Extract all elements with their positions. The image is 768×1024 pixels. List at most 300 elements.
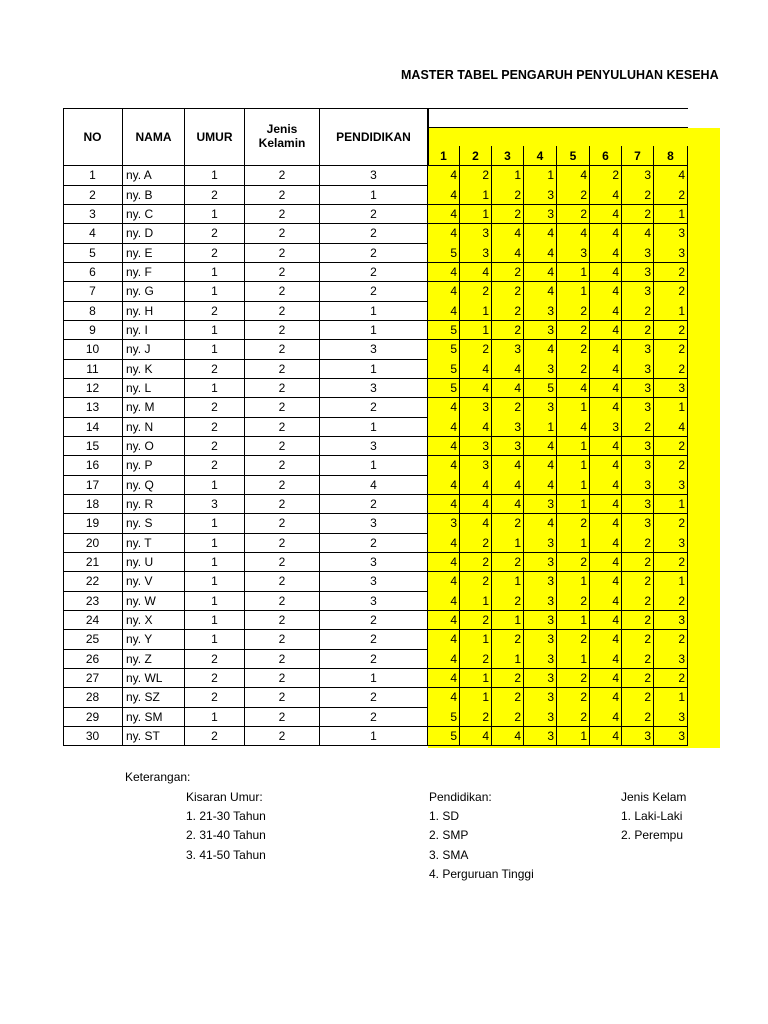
question-number-header: 4: [524, 146, 557, 166]
row-question-score: 1: [460, 591, 492, 611]
row-question-score: 4: [590, 572, 622, 592]
row-question-score: 1: [460, 688, 492, 708]
row-question-score: 4: [524, 475, 557, 495]
row-question-score: 2: [460, 611, 492, 631]
row-question-score: 4: [492, 727, 524, 747]
row-question-score: 4: [460, 475, 492, 495]
row-pendidikan: 2: [320, 263, 428, 283]
row-no: 9: [63, 321, 123, 341]
row-no: 15: [63, 437, 123, 457]
row-jenis-kelamin: 2: [245, 224, 320, 244]
table-title: MASTER TABEL PENGARUH PENYULUHAN KESEHA: [401, 68, 719, 82]
row-no: 13: [63, 398, 123, 418]
row-jenis-kelamin: 2: [245, 379, 320, 399]
legend-pendidikan-item: 3. SMA: [429, 848, 469, 862]
row-question-score: 3: [492, 340, 524, 360]
row-question-score: 3: [654, 379, 688, 399]
row-pendidikan: 2: [320, 205, 428, 225]
row-pendidikan: 2: [320, 649, 428, 669]
row-question-score: 4: [492, 379, 524, 399]
row-question-score: 4: [590, 591, 622, 611]
row-question-score: 2: [622, 707, 654, 727]
row-question-score: 1: [460, 669, 492, 689]
row-question-score: 5: [428, 321, 460, 341]
row-question-score: 1: [460, 321, 492, 341]
row-question-score: 3: [460, 398, 492, 418]
row-question-score: 1: [654, 572, 688, 592]
row-question-score: 2: [654, 185, 688, 205]
row-no: 16: [63, 456, 123, 476]
row-question-score: 4: [428, 475, 460, 495]
header-nama: NAMA: [123, 108, 185, 166]
row-no: 4: [63, 224, 123, 244]
row-no: 8: [63, 301, 123, 321]
row-jenis-kelamin: 2: [245, 611, 320, 631]
row-pendidikan: 2: [320, 398, 428, 418]
row-question-score: 2: [557, 301, 590, 321]
row-question-score: 1: [460, 205, 492, 225]
row-umur: 1: [185, 340, 245, 360]
row-pendidikan: 3: [320, 166, 428, 186]
row-pendidikan: 3: [320, 591, 428, 611]
row-nama: ny. H: [123, 301, 185, 321]
row-question-score: 2: [460, 572, 492, 592]
row-question-score: 1: [492, 166, 524, 186]
row-question-score: 3: [622, 340, 654, 360]
row-jenis-kelamin: 2: [245, 572, 320, 592]
row-no: 17: [63, 475, 123, 495]
row-question-score: 2: [460, 533, 492, 553]
row-question-score: 4: [654, 166, 688, 186]
row-question-score: 2: [622, 553, 654, 573]
row-nama: ny. N: [123, 417, 185, 437]
row-jenis-kelamin: 2: [245, 514, 320, 534]
row-question-score: 2: [557, 591, 590, 611]
row-question-score: 2: [557, 553, 590, 573]
row-question-score: 5: [428, 727, 460, 747]
row-question-score: 4: [428, 553, 460, 573]
row-question-score: 2: [557, 707, 590, 727]
row-question-score: 3: [524, 359, 557, 379]
row-umur: 1: [185, 572, 245, 592]
row-pendidikan: 2: [320, 243, 428, 263]
row-nama: ny. A: [123, 166, 185, 186]
row-question-score: 2: [622, 649, 654, 669]
row-question-score: 2: [557, 340, 590, 360]
row-question-score: 3: [654, 243, 688, 263]
row-question-score: 4: [460, 359, 492, 379]
row-question-score: 2: [557, 688, 590, 708]
row-pendidikan: 2: [320, 495, 428, 515]
row-pendidikan: 1: [320, 301, 428, 321]
row-question-score: 3: [654, 727, 688, 747]
row-question-score: 2: [622, 417, 654, 437]
row-question-score: 2: [460, 649, 492, 669]
row-question-score: 5: [524, 379, 557, 399]
row-question-score: 4: [428, 669, 460, 689]
row-question-score: 1: [460, 185, 492, 205]
row-question-score: 4: [557, 417, 590, 437]
row-jenis-kelamin: 2: [245, 417, 320, 437]
row-umur: 2: [185, 224, 245, 244]
row-question-score: 3: [654, 224, 688, 244]
row-question-score: 1: [557, 456, 590, 476]
legend-jenis-kelamin-title: Jenis Kelam: [621, 790, 687, 804]
row-question-score: 2: [460, 282, 492, 302]
row-no: 6: [63, 263, 123, 283]
row-pendidikan: 2: [320, 533, 428, 553]
row-question-score: 4: [590, 553, 622, 573]
row-question-score: 3: [524, 572, 557, 592]
row-no: 1: [63, 166, 123, 186]
row-question-score: 4: [428, 398, 460, 418]
row-question-score: 2: [654, 456, 688, 476]
legend-umur-item: 1. 21-30 Tahun: [186, 809, 266, 823]
row-question-score: 4: [428, 533, 460, 553]
question-number-header: 6: [590, 146, 622, 166]
row-question-score: 1: [557, 727, 590, 747]
row-jenis-kelamin: 2: [245, 456, 320, 476]
row-pendidikan: 3: [320, 553, 428, 573]
row-question-score: 4: [492, 495, 524, 515]
row-question-score: 3: [622, 398, 654, 418]
row-question-score: 4: [428, 205, 460, 225]
row-umur: 1: [185, 553, 245, 573]
row-question-score: 4: [492, 224, 524, 244]
row-question-score: 2: [557, 359, 590, 379]
row-question-score: 3: [524, 553, 557, 573]
row-jenis-kelamin: 2: [245, 707, 320, 727]
row-nama: ny. F: [123, 263, 185, 283]
row-question-score: 4: [428, 301, 460, 321]
row-question-score: 2: [654, 282, 688, 302]
row-question-score: 4: [590, 379, 622, 399]
row-question-score: 4: [428, 437, 460, 457]
row-jenis-kelamin: 2: [245, 649, 320, 669]
row-pendidikan: 2: [320, 611, 428, 631]
row-no: 12: [63, 379, 123, 399]
row-question-score: 2: [622, 185, 654, 205]
row-question-score: 2: [654, 437, 688, 457]
row-pendidikan: 1: [320, 321, 428, 341]
row-question-score: 1: [557, 398, 590, 418]
row-question-score: 1: [557, 495, 590, 515]
row-question-score: 2: [622, 669, 654, 689]
legend-jenis-kelamin-item: 2. Perempu: [621, 828, 684, 842]
row-question-score: 3: [524, 727, 557, 747]
row-question-score: 2: [492, 282, 524, 302]
row-question-score: 4: [557, 166, 590, 186]
row-question-score: 2: [492, 301, 524, 321]
row-question-score: 2: [460, 166, 492, 186]
question-number-header: 1: [428, 146, 460, 166]
row-question-score: 3: [492, 437, 524, 457]
row-question-score: 2: [557, 514, 590, 534]
row-jenis-kelamin: 2: [245, 166, 320, 186]
row-question-score: 4: [524, 263, 557, 283]
row-question-score: 3: [654, 533, 688, 553]
row-question-score: 4: [590, 301, 622, 321]
row-question-score: 1: [492, 649, 524, 669]
row-question-score: 4: [590, 514, 622, 534]
row-question-score: 3: [460, 456, 492, 476]
row-question-score: 2: [557, 321, 590, 341]
row-nama: ny. V: [123, 572, 185, 592]
row-question-score: 2: [492, 591, 524, 611]
row-jenis-kelamin: 2: [245, 727, 320, 747]
row-nama: ny. B: [123, 185, 185, 205]
row-question-score: 3: [557, 243, 590, 263]
legend-pendidikan-title: Pendidikan:: [429, 790, 492, 804]
row-question-score: 3: [622, 437, 654, 457]
question-number-header: 8: [654, 146, 688, 166]
row-nama: ny. P: [123, 456, 185, 476]
row-pendidikan: 1: [320, 669, 428, 689]
row-question-score: 3: [524, 398, 557, 418]
row-pendidikan: 2: [320, 282, 428, 302]
row-question-score: 4: [428, 456, 460, 476]
row-question-score: 4: [524, 456, 557, 476]
row-question-score: 4: [590, 456, 622, 476]
row-nama: ny. ST: [123, 727, 185, 747]
row-question-score: 3: [622, 495, 654, 515]
row-umur: 3: [185, 495, 245, 515]
row-question-score: 3: [654, 707, 688, 727]
row-pendidikan: 3: [320, 572, 428, 592]
row-question-score: 2: [492, 669, 524, 689]
row-nama: ny. U: [123, 553, 185, 573]
row-jenis-kelamin: 2: [245, 301, 320, 321]
row-umur: 2: [185, 359, 245, 379]
row-question-score: 4: [590, 649, 622, 669]
row-pendidikan: 1: [320, 456, 428, 476]
row-question-score: 5: [428, 340, 460, 360]
row-question-score: 4: [590, 224, 622, 244]
row-question-score: 1: [557, 263, 590, 283]
row-question-score: 2: [622, 611, 654, 631]
row-question-score: 4: [590, 727, 622, 747]
row-jenis-kelamin: 2: [245, 553, 320, 573]
row-nama: ny. D: [123, 224, 185, 244]
row-question-score: 3: [460, 437, 492, 457]
row-question-score: 4: [590, 495, 622, 515]
row-question-score: 1: [524, 417, 557, 437]
row-question-score: 3: [524, 707, 557, 727]
row-pendidikan: 2: [320, 707, 428, 727]
row-question-score: 4: [428, 630, 460, 650]
row-jenis-kelamin: 2: [245, 340, 320, 360]
row-pendidikan: 3: [320, 340, 428, 360]
row-question-score: 4: [590, 533, 622, 553]
row-nama: ny. E: [123, 243, 185, 263]
row-question-score: 2: [654, 514, 688, 534]
row-question-score: 4: [428, 263, 460, 283]
row-nama: ny. K: [123, 359, 185, 379]
row-umur: 1: [185, 707, 245, 727]
row-nama: ny. I: [123, 321, 185, 341]
row-question-score: 3: [524, 185, 557, 205]
row-umur: 1: [185, 205, 245, 225]
row-no: 23: [63, 591, 123, 611]
row-nama: ny. WL: [123, 669, 185, 689]
row-jenis-kelamin: 2: [245, 321, 320, 341]
row-question-score: 2: [492, 688, 524, 708]
legend-pendidikan-item: 4. Perguruan Tinggi: [429, 867, 534, 881]
row-no: 26: [63, 649, 123, 669]
row-jenis-kelamin: 2: [245, 533, 320, 553]
row-umur: 2: [185, 301, 245, 321]
row-question-score: 3: [622, 475, 654, 495]
row-question-score: 4: [590, 205, 622, 225]
row-question-score: 4: [460, 727, 492, 747]
row-question-score: 4: [524, 437, 557, 457]
row-question-score: 2: [492, 398, 524, 418]
row-umur: 1: [185, 282, 245, 302]
row-jenis-kelamin: 2: [245, 205, 320, 225]
header-no: NO: [63, 108, 123, 166]
row-jenis-kelamin: 2: [245, 263, 320, 283]
row-question-score: 5: [428, 359, 460, 379]
row-question-score: 4: [590, 321, 622, 341]
row-no: 28: [63, 688, 123, 708]
row-question-score: 5: [428, 379, 460, 399]
row-question-score: 4: [590, 282, 622, 302]
row-pendidikan: 1: [320, 727, 428, 747]
row-question-score: 4: [428, 224, 460, 244]
row-question-score: 4: [557, 224, 590, 244]
row-question-score: 3: [654, 475, 688, 495]
row-nama: ny. C: [123, 205, 185, 225]
row-question-score: 2: [622, 572, 654, 592]
row-question-score: 3: [622, 243, 654, 263]
question-number-header: 5: [557, 146, 590, 166]
row-question-score: 3: [590, 417, 622, 437]
row-question-score: 3: [622, 263, 654, 283]
row-question-score: 1: [557, 475, 590, 495]
row-question-score: 2: [654, 553, 688, 573]
row-question-score: 2: [622, 688, 654, 708]
row-question-score: 1: [654, 205, 688, 225]
row-question-score: 2: [622, 630, 654, 650]
row-question-score: 3: [622, 727, 654, 747]
row-question-score: 3: [460, 243, 492, 263]
row-nama: ny. S: [123, 514, 185, 534]
row-question-score: 4: [428, 417, 460, 437]
row-umur: 1: [185, 166, 245, 186]
row-jenis-kelamin: 2: [245, 282, 320, 302]
row-umur: 1: [185, 591, 245, 611]
row-question-score: 4: [428, 185, 460, 205]
row-umur: 2: [185, 398, 245, 418]
row-question-score: 3: [524, 688, 557, 708]
row-question-score: 3: [622, 282, 654, 302]
row-pendidikan: 1: [320, 359, 428, 379]
row-nama: ny. M: [123, 398, 185, 418]
row-no: 18: [63, 495, 123, 515]
row-pendidikan: 3: [320, 437, 428, 457]
row-question-score: 3: [524, 611, 557, 631]
legend-jenis-kelamin-item: 1. Laki-Laki: [621, 809, 683, 823]
row-question-score: 2: [557, 205, 590, 225]
row-question-score: 2: [557, 185, 590, 205]
row-umur: 2: [185, 417, 245, 437]
row-question-score: 4: [524, 340, 557, 360]
row-no: 7: [63, 282, 123, 302]
header-pendidikan: PENDIDIKAN: [320, 108, 428, 166]
row-nama: ny. Z: [123, 649, 185, 669]
row-question-score: 4: [492, 475, 524, 495]
row-umur: 1: [185, 611, 245, 631]
row-question-score: 3: [524, 205, 557, 225]
row-nama: ny. T: [123, 533, 185, 553]
row-question-score: 4: [460, 495, 492, 515]
row-question-score: 2: [654, 340, 688, 360]
header-umur: UMUR: [185, 108, 245, 166]
row-nama: ny. R: [123, 495, 185, 515]
row-question-score: 1: [492, 572, 524, 592]
row-question-score: 4: [524, 514, 557, 534]
row-pendidikan: 2: [320, 630, 428, 650]
row-question-score: 2: [460, 553, 492, 573]
row-no: 27: [63, 669, 123, 689]
row-no: 11: [63, 359, 123, 379]
row-question-score: 2: [622, 321, 654, 341]
row-nama: ny. X: [123, 611, 185, 631]
row-question-score: 2: [492, 707, 524, 727]
row-question-score: 4: [590, 437, 622, 457]
row-question-score: 2: [622, 533, 654, 553]
row-question-score: 4: [492, 243, 524, 263]
row-question-score: 4: [590, 340, 622, 360]
row-umur: 2: [185, 456, 245, 476]
row-jenis-kelamin: 2: [245, 475, 320, 495]
row-jenis-kelamin: 2: [245, 243, 320, 263]
row-no: 14: [63, 417, 123, 437]
row-question-score: 4: [428, 591, 460, 611]
row-umur: 2: [185, 688, 245, 708]
row-pendidikan: 2: [320, 688, 428, 708]
row-question-score: 2: [654, 669, 688, 689]
row-jenis-kelamin: 2: [245, 591, 320, 611]
row-question-score: 4: [428, 572, 460, 592]
row-question-score: 2: [492, 185, 524, 205]
row-question-score: 4: [428, 495, 460, 515]
row-question-score: 3: [428, 514, 460, 534]
row-pendidikan: 3: [320, 379, 428, 399]
row-question-score: 1: [492, 611, 524, 631]
row-question-score: 2: [654, 630, 688, 650]
row-question-score: 1: [492, 533, 524, 553]
row-umur: 1: [185, 533, 245, 553]
legend-umur-title: Kisaran Umur:: [186, 790, 263, 804]
row-question-score: 3: [524, 630, 557, 650]
row-question-score: 4: [460, 379, 492, 399]
row-pendidikan: 2: [320, 224, 428, 244]
row-umur: 1: [185, 475, 245, 495]
row-question-score: 4: [492, 456, 524, 476]
row-question-score: 2: [622, 205, 654, 225]
row-question-score: 2: [492, 263, 524, 283]
row-question-score: 2: [460, 340, 492, 360]
row-umur: 1: [185, 263, 245, 283]
row-question-score: 4: [492, 359, 524, 379]
row-jenis-kelamin: 2: [245, 398, 320, 418]
row-question-score: 3: [524, 321, 557, 341]
row-question-score: 4: [524, 243, 557, 263]
row-question-score: 3: [524, 533, 557, 553]
row-question-score: 4: [428, 282, 460, 302]
row-nama: ny. SZ: [123, 688, 185, 708]
